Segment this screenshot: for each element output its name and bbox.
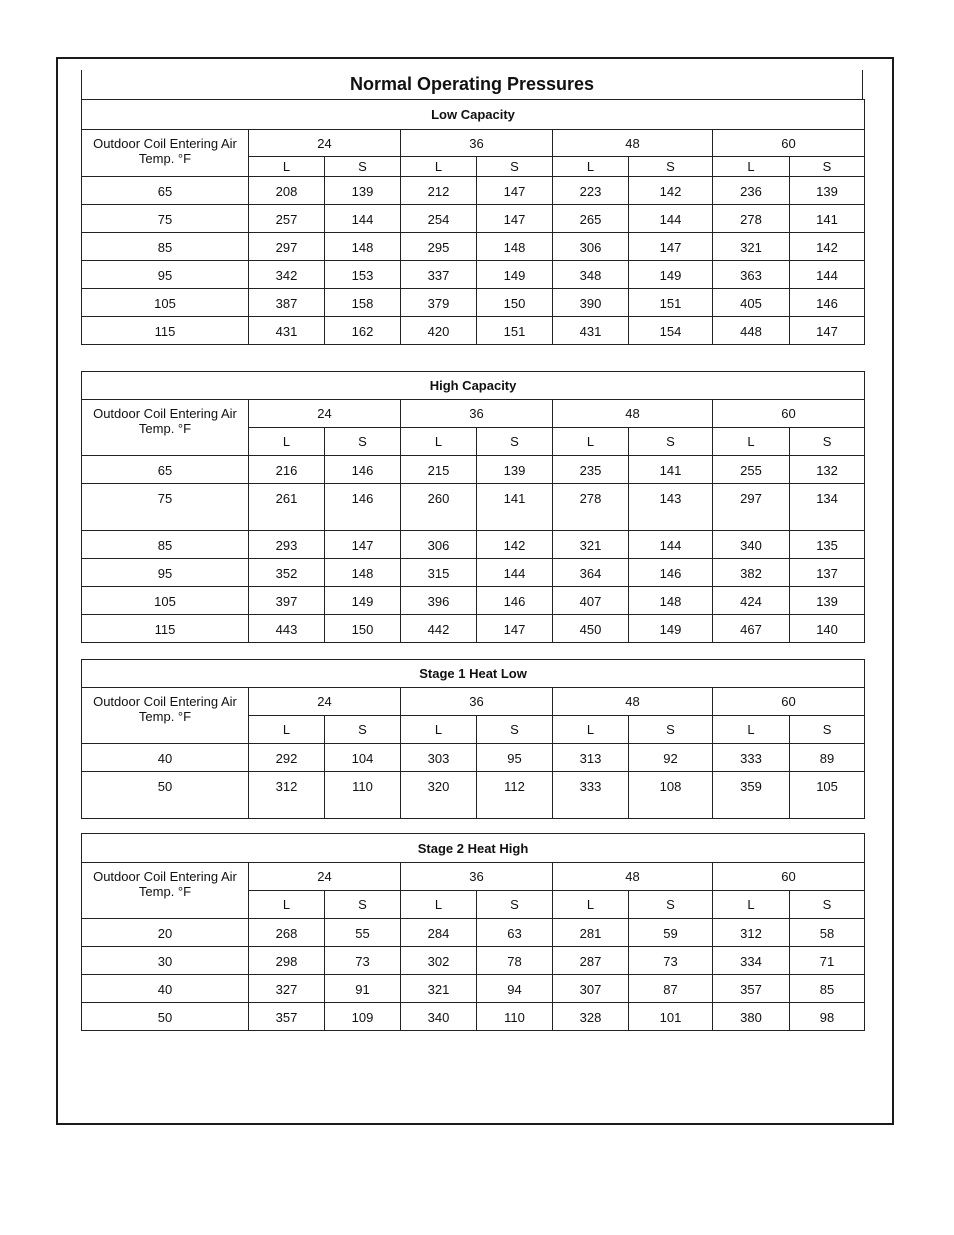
pressure-cell: 297 xyxy=(249,233,325,261)
column-subheader: L xyxy=(249,157,325,177)
pressure-cell: 357 xyxy=(713,975,790,1003)
column-subheader: S xyxy=(790,891,865,919)
temp-cell: 75 xyxy=(82,205,249,233)
pressure-cell: 223 xyxy=(553,177,629,205)
column-subheader: L xyxy=(553,716,629,744)
pressure-cell: 151 xyxy=(629,289,713,317)
pressure-cell: 293 xyxy=(249,531,325,559)
pressure-cell: 154 xyxy=(629,317,713,345)
table-row xyxy=(82,205,865,233)
pressure-cell: 158 xyxy=(325,289,401,317)
column-group-header: 36 xyxy=(401,688,553,716)
column-subheader: S xyxy=(477,428,553,456)
pressure-cell: 268 xyxy=(249,919,325,947)
table-row xyxy=(82,261,865,289)
pressure-cell: 58 xyxy=(790,919,865,947)
pressure-cell: 71 xyxy=(790,947,865,975)
column-header-temp: Outdoor Coil Entering Air Temp. °F xyxy=(82,130,249,177)
pressure-cell: 144 xyxy=(629,531,713,559)
table-row xyxy=(82,772,865,819)
pressure-cell: 321 xyxy=(713,233,790,261)
temp-cell: 50 xyxy=(82,1003,249,1031)
column-subheader: S xyxy=(629,428,713,456)
pressure-cell: 91 xyxy=(325,975,401,1003)
column-subheader: L xyxy=(713,157,790,177)
pressure-cell: 364 xyxy=(553,559,629,587)
pressure-cell: 257 xyxy=(249,205,325,233)
table-row xyxy=(82,317,865,345)
pressure-cell: 467 xyxy=(713,615,790,643)
pressure-cell: 333 xyxy=(713,744,790,772)
pressure-cell: 407 xyxy=(553,587,629,615)
pressure-cell: 297 xyxy=(713,484,790,531)
pressure-cell: 265 xyxy=(553,205,629,233)
temp-cell: 85 xyxy=(82,531,249,559)
pressure-table xyxy=(81,99,865,345)
temp-cell: 105 xyxy=(82,289,249,317)
pressure-cell: 139 xyxy=(790,177,865,205)
pressure-cell: 144 xyxy=(477,559,553,587)
pressure-cell: 147 xyxy=(477,205,553,233)
table-row xyxy=(82,919,865,947)
column-subheader: S xyxy=(325,428,401,456)
pressure-cell: 73 xyxy=(325,947,401,975)
column-subheader: S xyxy=(477,716,553,744)
pressure-cell: 101 xyxy=(629,1003,713,1031)
temp-cell: 115 xyxy=(82,615,249,643)
column-subheader: L xyxy=(553,891,629,919)
pressure-cell: 59 xyxy=(629,919,713,947)
pressure-cell: 424 xyxy=(713,587,790,615)
pressure-cell: 212 xyxy=(401,177,477,205)
pressure-cell: 442 xyxy=(401,615,477,643)
pressure-cell: 105 xyxy=(790,772,865,819)
pressure-cell: 405 xyxy=(713,289,790,317)
pressure-cell: 134 xyxy=(790,484,865,531)
pressure-cell: 148 xyxy=(325,559,401,587)
pressure-cell: 141 xyxy=(790,205,865,233)
temp-cell: 85 xyxy=(82,233,249,261)
pressure-cell: 359 xyxy=(713,772,790,819)
pressure-cell: 146 xyxy=(629,559,713,587)
pressure-cell: 255 xyxy=(713,456,790,484)
pressure-cell: 142 xyxy=(477,531,553,559)
pressure-cell: 95 xyxy=(477,744,553,772)
table-row xyxy=(82,615,865,643)
pressure-cell: 397 xyxy=(249,587,325,615)
pressure-cell: 98 xyxy=(790,1003,865,1031)
table-caption: Low Capacity xyxy=(82,100,865,130)
column-subheader: S xyxy=(477,891,553,919)
pressure-cell: 146 xyxy=(790,289,865,317)
title-box xyxy=(81,70,863,99)
pressure-cell: 144 xyxy=(790,261,865,289)
table-row xyxy=(82,177,865,205)
pressure-cell: 333 xyxy=(553,772,629,819)
column-group-header: 36 xyxy=(401,400,553,428)
pressure-cell: 104 xyxy=(325,744,401,772)
column-subheader: L xyxy=(249,716,325,744)
pressure-cell: 340 xyxy=(713,531,790,559)
table-row xyxy=(82,744,865,772)
pressure-cell: 307 xyxy=(553,975,629,1003)
pressure-cell: 306 xyxy=(401,531,477,559)
column-subheader: L xyxy=(249,891,325,919)
pressure-cell: 236 xyxy=(713,177,790,205)
column-subheader: L xyxy=(553,157,629,177)
pressure-cell: 321 xyxy=(401,975,477,1003)
pressure-cell: 149 xyxy=(629,261,713,289)
column-subheader: L xyxy=(401,428,477,456)
table-row xyxy=(82,289,865,317)
pressure-cell: 89 xyxy=(790,744,865,772)
pressure-cell: 382 xyxy=(713,559,790,587)
pressure-cell: 337 xyxy=(401,261,477,289)
pressure-cell: 85 xyxy=(790,975,865,1003)
pressure-cell: 109 xyxy=(325,1003,401,1031)
pressure-cell: 284 xyxy=(401,919,477,947)
pressure-cell: 396 xyxy=(401,587,477,615)
pressure-cell: 146 xyxy=(477,587,553,615)
pressure-cell: 306 xyxy=(553,233,629,261)
pressure-cell: 334 xyxy=(713,947,790,975)
pressure-cell: 302 xyxy=(401,947,477,975)
pressure-cell: 141 xyxy=(477,484,553,531)
column-group-header: 48 xyxy=(553,688,713,716)
pressure-cell: 216 xyxy=(249,456,325,484)
pressure-cell: 94 xyxy=(477,975,553,1003)
pressure-cell: 147 xyxy=(629,233,713,261)
pressure-cell: 312 xyxy=(249,772,325,819)
pressure-cell: 147 xyxy=(477,615,553,643)
pressure-cell: 146 xyxy=(325,456,401,484)
table-row xyxy=(82,233,865,261)
pressure-cell: 141 xyxy=(629,456,713,484)
column-subheader: S xyxy=(629,157,713,177)
pressure-cell: 387 xyxy=(249,289,325,317)
pressure-cell: 295 xyxy=(401,233,477,261)
column-group-header: 24 xyxy=(249,863,401,891)
column-subheader: S xyxy=(325,891,401,919)
pressure-cell: 143 xyxy=(629,484,713,531)
pressure-cell: 260 xyxy=(401,484,477,531)
table-caption: Stage 1 Heat Low xyxy=(82,660,865,688)
column-subheader: S xyxy=(477,157,553,177)
table-row xyxy=(82,1003,865,1031)
temp-cell: 75 xyxy=(82,484,249,531)
pressure-cell: 139 xyxy=(325,177,401,205)
column-group-header: 48 xyxy=(553,400,713,428)
pressure-cell: 292 xyxy=(249,744,325,772)
temp-cell: 20 xyxy=(82,919,249,947)
pressure-cell: 149 xyxy=(629,615,713,643)
pressure-cell: 208 xyxy=(249,177,325,205)
pressure-cell: 63 xyxy=(477,919,553,947)
pressure-cell: 139 xyxy=(477,456,553,484)
pressure-cell: 431 xyxy=(249,317,325,345)
table-row xyxy=(82,484,865,531)
column-group-header: 24 xyxy=(249,400,401,428)
pressure-cell: 147 xyxy=(790,317,865,345)
table-row xyxy=(82,456,865,484)
pressure-cell: 112 xyxy=(477,772,553,819)
pressure-cell: 431 xyxy=(553,317,629,345)
pressure-cell: 390 xyxy=(553,289,629,317)
pressure-cell: 357 xyxy=(249,1003,325,1031)
pressure-cell: 149 xyxy=(325,587,401,615)
column-group-header: 48 xyxy=(553,863,713,891)
column-subheader: L xyxy=(401,157,477,177)
pressure-cell: 379 xyxy=(401,289,477,317)
pressure-cell: 450 xyxy=(553,615,629,643)
column-header-temp: Outdoor Coil Entering Air Temp. °F xyxy=(82,863,249,919)
page-title: Normal Operating Pressures xyxy=(349,74,595,94)
column-subheader: L xyxy=(713,891,790,919)
pressure-cell: 327 xyxy=(249,975,325,1003)
pressure-cell: 448 xyxy=(713,317,790,345)
pressure-cell: 139 xyxy=(790,587,865,615)
pressure-cell: 148 xyxy=(629,587,713,615)
temp-cell: 115 xyxy=(82,317,249,345)
pressure-cell: 142 xyxy=(629,177,713,205)
temp-cell: 105 xyxy=(82,587,249,615)
pressure-cell: 261 xyxy=(249,484,325,531)
temp-cell: 30 xyxy=(82,947,249,975)
temp-cell: 50 xyxy=(82,772,249,819)
pressure-cell: 144 xyxy=(629,205,713,233)
table-caption: High Capacity xyxy=(82,372,865,400)
column-subheader: S xyxy=(790,157,865,177)
column-subheader: S xyxy=(790,428,865,456)
table-row xyxy=(82,559,865,587)
pressure-cell: 132 xyxy=(790,456,865,484)
pressure-cell: 147 xyxy=(325,531,401,559)
pressure-cell: 313 xyxy=(553,744,629,772)
pressure-cell: 150 xyxy=(325,615,401,643)
pressure-cell: 151 xyxy=(477,317,553,345)
pressure-cell: 140 xyxy=(790,615,865,643)
column-subheader: L xyxy=(553,428,629,456)
table-row xyxy=(82,975,865,1003)
pressure-cell: 281 xyxy=(553,919,629,947)
pressure-cell: 87 xyxy=(629,975,713,1003)
column-group-header: 60 xyxy=(713,130,865,157)
pressure-cell: 135 xyxy=(790,531,865,559)
temp-cell: 40 xyxy=(82,975,249,1003)
pressure-cell: 420 xyxy=(401,317,477,345)
column-subheader: S xyxy=(325,716,401,744)
table-row xyxy=(82,531,865,559)
pressure-cell: 278 xyxy=(713,205,790,233)
pressure-cell: 320 xyxy=(401,772,477,819)
temp-cell: 65 xyxy=(82,177,249,205)
pressure-cell: 149 xyxy=(477,261,553,289)
pressure-table xyxy=(81,659,865,819)
column-group-header: 24 xyxy=(249,130,401,157)
table-row xyxy=(82,587,865,615)
pressure-cell: 287 xyxy=(553,947,629,975)
column-subheader: S xyxy=(629,716,713,744)
pressure-cell: 137 xyxy=(790,559,865,587)
column-subheader: L xyxy=(401,891,477,919)
pressure-cell: 215 xyxy=(401,456,477,484)
pressure-cell: 153 xyxy=(325,261,401,289)
pressure-cell: 148 xyxy=(477,233,553,261)
column-group-header: 60 xyxy=(713,863,865,891)
column-header-temp: Outdoor Coil Entering Air Temp. °F xyxy=(82,688,249,744)
pressure-cell: 110 xyxy=(325,772,401,819)
pressure-cell: 110 xyxy=(477,1003,553,1031)
pressure-cell: 146 xyxy=(325,484,401,531)
column-subheader: S xyxy=(325,157,401,177)
pressure-cell: 162 xyxy=(325,317,401,345)
column-group-header: 60 xyxy=(713,400,865,428)
pressure-cell: 73 xyxy=(629,947,713,975)
pressure-cell: 342 xyxy=(249,261,325,289)
pressure-cell: 315 xyxy=(401,559,477,587)
column-subheader: L xyxy=(401,716,477,744)
column-subheader: S xyxy=(629,891,713,919)
temp-cell: 95 xyxy=(82,261,249,289)
column-group-header: 36 xyxy=(401,863,553,891)
pressure-table xyxy=(81,371,865,643)
table-caption: Stage 2 Heat High xyxy=(82,834,865,863)
temp-cell: 65 xyxy=(82,456,249,484)
pressure-cell: 108 xyxy=(629,772,713,819)
pressure-cell: 142 xyxy=(790,233,865,261)
table-row xyxy=(82,947,865,975)
pressure-cell: 352 xyxy=(249,559,325,587)
pressure-cell: 235 xyxy=(553,456,629,484)
column-group-header: 48 xyxy=(553,130,713,157)
pressure-cell: 298 xyxy=(249,947,325,975)
pressure-cell: 254 xyxy=(401,205,477,233)
column-subheader: L xyxy=(713,716,790,744)
pressure-cell: 150 xyxy=(477,289,553,317)
column-subheader: L xyxy=(249,428,325,456)
temp-cell: 40 xyxy=(82,744,249,772)
pressure-cell: 340 xyxy=(401,1003,477,1031)
pressure-cell: 148 xyxy=(325,233,401,261)
pressure-cell: 443 xyxy=(249,615,325,643)
pressure-cell: 55 xyxy=(325,919,401,947)
pressure-cell: 78 xyxy=(477,947,553,975)
pressure-cell: 380 xyxy=(713,1003,790,1031)
pressure-cell: 363 xyxy=(713,261,790,289)
pressure-cell: 144 xyxy=(325,205,401,233)
pressure-cell: 321 xyxy=(553,531,629,559)
pressure-cell: 278 xyxy=(553,484,629,531)
pressure-cell: 92 xyxy=(629,744,713,772)
pressure-cell: 312 xyxy=(713,919,790,947)
pressure-cell: 147 xyxy=(477,177,553,205)
pressure-cell: 328 xyxy=(553,1003,629,1031)
column-header-temp: Outdoor Coil Entering Air Temp. °F xyxy=(82,400,249,456)
pressure-cell: 348 xyxy=(553,261,629,289)
temp-cell: 95 xyxy=(82,559,249,587)
column-group-header: 36 xyxy=(401,130,553,157)
pressure-table xyxy=(81,833,865,1031)
column-subheader: S xyxy=(790,716,865,744)
column-group-header: 60 xyxy=(713,688,865,716)
column-subheader: L xyxy=(713,428,790,456)
pressure-cell: 303 xyxy=(401,744,477,772)
column-group-header: 24 xyxy=(249,688,401,716)
